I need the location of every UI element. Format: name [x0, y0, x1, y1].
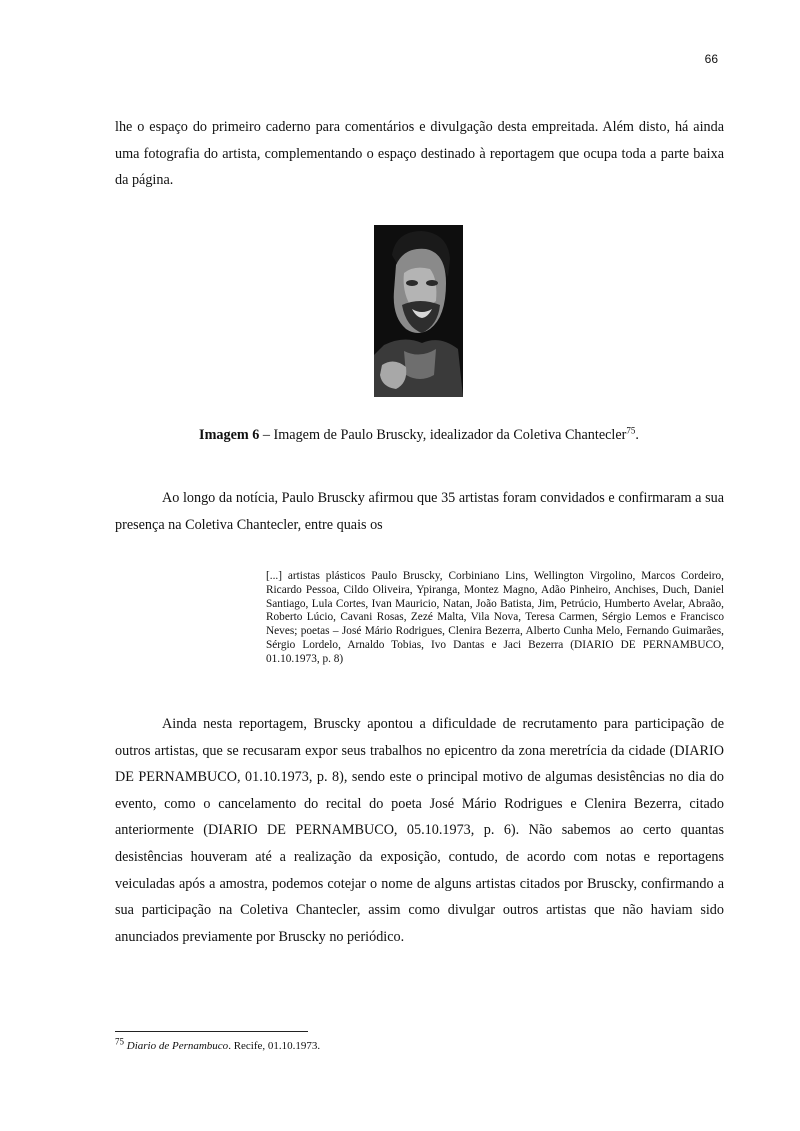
figure-caption-text: – Imagem de Paulo Bruscky, idealizador da Coletiva Chantecler [259, 427, 627, 443]
block-quote: [...] artistas plásticos Paulo Bruscky, Corbiniano Lins, Wellington Virgolino, Marcos Cordeiro, Ricardo Pessoa, Cildo Oliveira, Ypiranga, Montez Magno, Adão Pinheiro, Anchises, Duch, Daniel Santiago, Lula Cortes, Ivan Mauricio, Natan, João Batista, Jim, Petrúcio, Humberto Avelar, Abraão, Roberto Lúcio, Cavani Rosas, Zezé Malta, Vila Nova, Teresa Carmen, Sérgio Lemos e Francisco Neves; poetas – José Mário Rodrigues, Clenira Bezerra, Alberto Cunha Melo, Fernando Guimarães, Sérgio Lordelo, Arnaldo Tobias, Ivo Dantas e Jaci Bezerra (DIARIO DE PERNAMBUCO, 01.10.1973, p. 8) [266, 570, 724, 665]
paragraph-recruitment: Ainda nesta reportagem, Bruscky apontou a dificuldade de recrutamento para participação de outros artistas, que se recusaram expor seus trabalhos no epicentro da zona meretrícia da cidade (DIARIO DE PERNAMBUCO, 01.10.1973, p. 8), sendo este o principal motivo de algumas desistências no dia do evento, como o cancelamento do recital do poeta José Mário Rodrigues e Clenira Bezerra, citado anteriormente (DIARIO DE PERNAMBUCO, 05.10.1973, p. 6). Não sabemos ao certo quantas desistências houveram até a realização da exposição, contudo, de acordo com notas e reportagens veiculadas após a amostra, podemos cotejar o nome de alguns artistas citados por Bruscky, confirmando a sua participação na Coletiva Chantecler, assim como divulgar outros artistas que não haviam sido anunciados previamente por Bruscky no periódico. [115, 716, 724, 945]
page-number: 66 [704, 52, 718, 66]
paragraph-artists-invited: Ao longo da notícia, Paulo Bruscky afirmou que 35 artistas foram convidados e confirmaram a sua presença na Coletiva Chantecler, entre quais os [115, 490, 724, 533]
footnote-number: 75 [115, 1036, 124, 1047]
figure-caption [0, 427, 800, 444]
paragraph-intro: lhe o espaço do primeiro caderno para comentários e divulgação desta empreitada. Além disto, há ainda uma fotografia do artista, complementando o espaço destinado à reportagem que ocupa toda a parte baixa da página. [115, 119, 724, 189]
figure-caption-end: . [635, 427, 639, 443]
artist-photo [374, 225, 463, 397]
footnote-reference: 75 [626, 425, 636, 436]
footnote-divider [115, 1031, 308, 1032]
figure-label: Imagem 6 [199, 427, 260, 443]
footnote [115, 1036, 321, 1052]
footnote-details: . Recife, 01.10.1973. [228, 1040, 321, 1052]
portrait-image [374, 225, 463, 397]
footnote-source: Diario de Pernambuco [126, 1040, 229, 1052]
